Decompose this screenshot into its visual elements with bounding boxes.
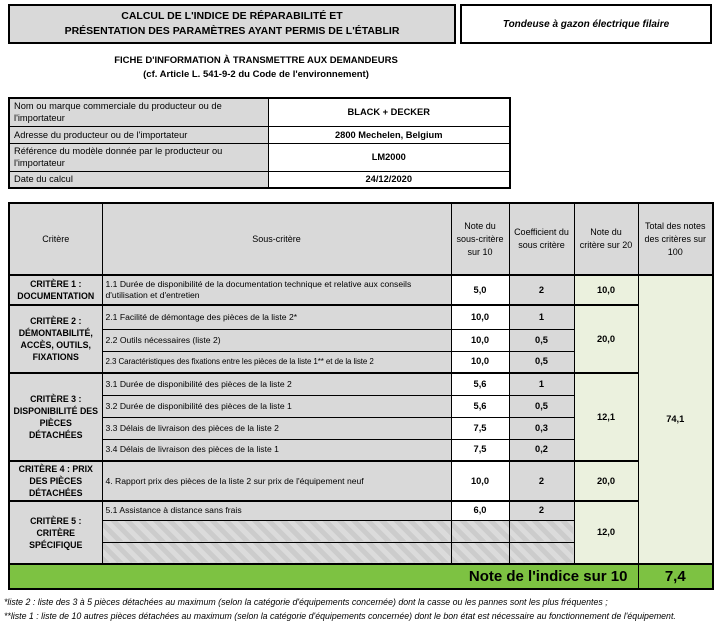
criterion-note20-cell: 12,0 bbox=[574, 501, 638, 564]
coefficient-cell: 0,3 bbox=[509, 417, 574, 439]
empty-hatched-cell bbox=[451, 542, 509, 564]
subtitle-line2: (cf. Article L. 541-9-2 du Code de l'environnement) bbox=[143, 69, 369, 80]
empty-hatched-cell bbox=[102, 542, 451, 564]
info-label: Nom ou marque commerciale du producteur ou de l'importateur bbox=[9, 98, 268, 126]
subcriterion-note-cell: 7,5 bbox=[451, 439, 509, 461]
subcriterion-cell: 2.2 Outils nécessaires (liste 2) bbox=[102, 329, 451, 351]
column-header-total: Total des notes des critères sur 100 bbox=[638, 203, 713, 275]
info-value: LM2000 bbox=[268, 143, 510, 171]
subcriterion-cell: 3.2 Durée de disponibilité des pièces de la liste 1 bbox=[102, 395, 451, 417]
subcriterion-note-cell: 5,6 bbox=[451, 395, 509, 417]
criterion-cell: CRITÈRE 2 : DÉMONTABILITÉ, ACCÈS, OUTILS, FIXATIONS bbox=[9, 305, 102, 373]
document-title-line1: CALCUL DE L'INDICE DE RÉPARABILITÉ ET bbox=[121, 10, 343, 22]
coefficient-cell: 2 bbox=[509, 461, 574, 501]
coefficient-cell: 2 bbox=[509, 501, 574, 520]
empty-hatched-cell bbox=[102, 520, 451, 542]
subcriterion-row bbox=[9, 275, 713, 305]
score-table bbox=[8, 202, 714, 590]
subcriterion-cell: 3.4 Délais de livraison des pièces de la liste 1 bbox=[102, 439, 451, 461]
info-label: Date du calcul bbox=[9, 171, 268, 188]
document-title-line2: PRÉSENTATION DES PARAMÈTRES AYANT PERMIS DE L'ÉTABLIR bbox=[64, 25, 400, 37]
subcriterion-note-cell: 5,6 bbox=[451, 373, 509, 395]
criterion-note20-cell: 10,0 bbox=[574, 275, 638, 305]
criterion-cell: CRITÈRE 3 : DISPONIBILITÉ DES PIÈCES DÉTACHÉES bbox=[9, 373, 102, 461]
info-row-model-reference bbox=[9, 143, 510, 171]
info-value: 2800 Mechelen, Belgium bbox=[268, 126, 510, 143]
empty-hatched-cell bbox=[451, 520, 509, 542]
subcriterion-cell: 2.3 Caractéristiques des fixations entre les pièces de la liste 1** et de la liste 2 bbox=[102, 351, 451, 373]
subcriterion-note-cell: 10,0 bbox=[451, 329, 509, 351]
footnotes bbox=[4, 596, 714, 623]
info-row-producer-address bbox=[9, 126, 510, 143]
criterion-cell: CRITÈRE 4 : PRIX DES PIÈCES DÉTACHÉES bbox=[9, 461, 102, 501]
coefficient-cell: 2 bbox=[509, 275, 574, 305]
info-row-producer-name bbox=[9, 98, 510, 126]
coefficient-cell: 0,2 bbox=[509, 439, 574, 461]
footnote-liste1: **liste 1 : liste de 10 autres pièces détachées au maximum (selon la catégorie d'équipements concernée) dont le bon état est nécessaire au fonctionnement de l'équipement. bbox=[4, 610, 676, 621]
subcriterion-note-cell: 5,0 bbox=[451, 275, 509, 305]
document-header bbox=[8, 4, 712, 44]
subcriterion-row bbox=[9, 461, 713, 501]
subcriterion-cell: 1.1 Durée de disponibilité de la documentation technique et relative aux conseils d'utilisation et d'entretien bbox=[102, 275, 451, 305]
coefficient-cell: 0,5 bbox=[509, 395, 574, 417]
coefficient-cell: 0,5 bbox=[509, 351, 574, 373]
criterion-cell: CRITÈRE 1 : DOCUMENTATION bbox=[9, 275, 102, 305]
column-header-sous-critere: Sous-critère bbox=[102, 203, 451, 275]
info-label: Adresse du producteur ou de l'importateur bbox=[9, 126, 268, 143]
subcriterion-cell: 3.3 Délais de livraison des pièces de la liste 2 bbox=[102, 417, 451, 439]
subcriterion-row bbox=[9, 305, 713, 329]
producer-info-table bbox=[8, 97, 511, 189]
subcriterion-cell: 3.1 Durée de disponibilité des pièces de la liste 2 bbox=[102, 373, 451, 395]
total-notes-cell: 74,1 bbox=[638, 275, 713, 564]
subcriterion-cell: 2.1 Facilité de démontage des pièces de la liste 2* bbox=[102, 305, 451, 329]
column-header-coefficient: Coefficient du sous critère bbox=[509, 203, 574, 275]
criterion-note20-cell: 20,0 bbox=[574, 305, 638, 373]
criterion-note20-cell: 12,1 bbox=[574, 373, 638, 461]
column-header-note-critere: Note du critère sur 20 bbox=[574, 203, 638, 275]
coefficient-cell: 1 bbox=[509, 305, 574, 329]
subcriterion-note-cell: 6,0 bbox=[451, 501, 509, 520]
subcriterion-cell: 5.1 Assistance à distance sans frais bbox=[102, 501, 451, 520]
product-category-label: Tondeuse à gazon électrique filaire bbox=[502, 18, 670, 30]
info-row-calculation-date bbox=[9, 171, 510, 188]
criterion-note20-cell: 20,0 bbox=[574, 461, 638, 501]
subcriterion-note-cell: 10,0 bbox=[451, 461, 509, 501]
product-category-box bbox=[460, 4, 712, 44]
document-subtitle bbox=[0, 54, 512, 82]
empty-hatched-cell bbox=[509, 542, 574, 564]
final-score-label: Note de l'indice sur 10 bbox=[9, 564, 638, 589]
final-score-value: 7,4 bbox=[638, 564, 713, 589]
subtitle-line1: FICHE D'INFORMATION À TRANSMETTRE AUX DEMANDEURS bbox=[114, 55, 398, 66]
coefficient-cell: 1 bbox=[509, 373, 574, 395]
subcriterion-row bbox=[9, 501, 713, 520]
subcriterion-note-cell: 10,0 bbox=[451, 351, 509, 373]
info-label: Référence du modèle donnée par le producteur ou l'importateur bbox=[9, 143, 268, 171]
column-header-note-sous-critere: Note du sous-critère sur 10 bbox=[451, 203, 509, 275]
subcriterion-cell: 4. Rapport prix des pièces de la liste 2 sur prix de l'équipement neuf bbox=[102, 461, 451, 501]
info-value: 24/12/2020 bbox=[268, 171, 510, 188]
subcriterion-note-cell: 7,5 bbox=[451, 417, 509, 439]
subcriterion-note-cell: 10,0 bbox=[451, 305, 509, 329]
subcriterion-row bbox=[9, 373, 713, 395]
info-value: BLACK + DECKER bbox=[268, 98, 510, 126]
document-title bbox=[8, 4, 456, 44]
coefficient-cell: 0,5 bbox=[509, 329, 574, 351]
empty-hatched-cell bbox=[509, 520, 574, 542]
final-score-row bbox=[9, 564, 713, 589]
footnote-liste2: *liste 2 : liste des 3 à 5 pièces détachées au maximum (selon la catégorie d'équipements concernée) dont la casse ou les pannes sont les plus fréquentes ; bbox=[4, 597, 608, 607]
criterion-cell: CRITÈRE 5 : CRITÈRE SPÉCIFIQUE bbox=[9, 501, 102, 564]
column-header-critere: Critère bbox=[9, 203, 102, 275]
score-table-header-row bbox=[9, 203, 713, 275]
